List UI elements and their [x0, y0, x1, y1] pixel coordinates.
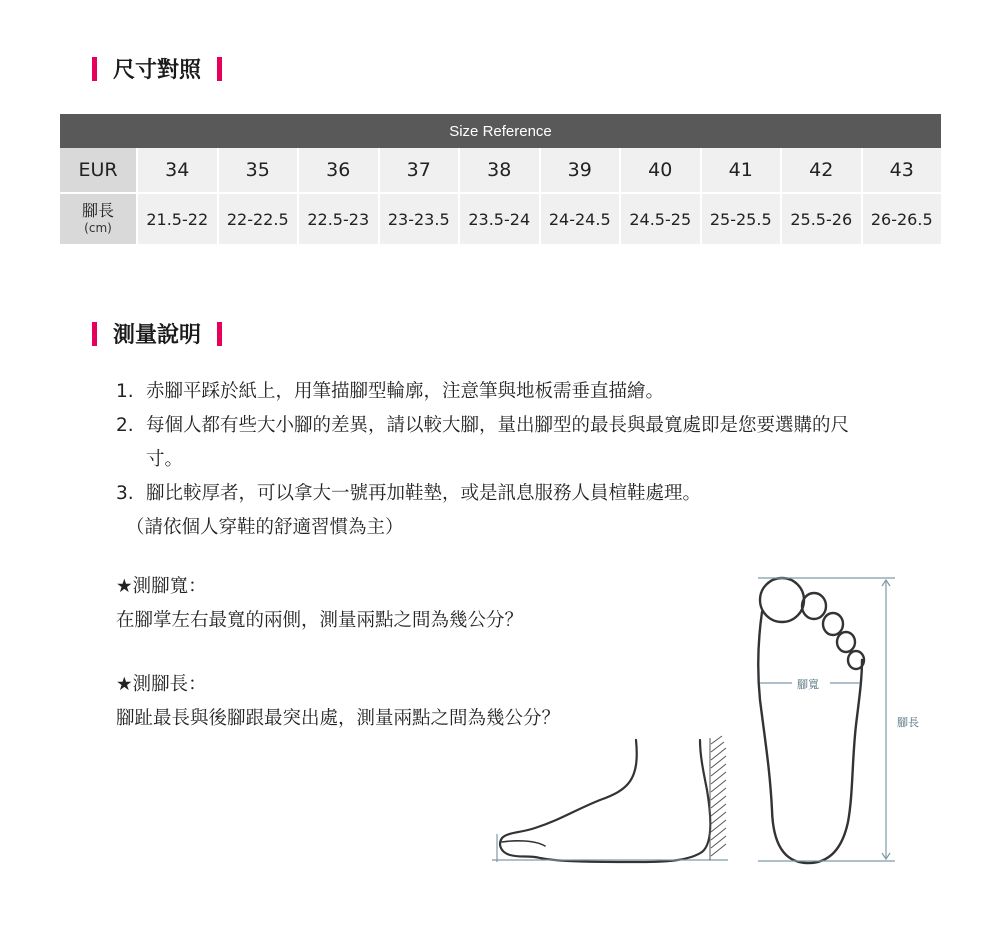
wall-hatching	[710, 736, 726, 860]
list-item-number: 3.	[116, 483, 134, 504]
foot-length-unit: (cm)	[84, 221, 112, 235]
list-item-number: 1.	[116, 381, 134, 402]
eur-size-cell: 41	[700, 148, 781, 194]
tip-length-text: 腳趾最長與後腳跟最突出處，測量兩點之間為幾公分？	[116, 708, 561, 729]
tip-width-text: 在腳掌左右最寬的兩側，測量兩點之間為幾公分？	[116, 610, 524, 631]
foot-length-label-text: 腳長	[81, 201, 114, 220]
side-foot-illustration	[500, 740, 710, 862]
foot-length-figure-label: 腳長	[897, 716, 919, 729]
eur-size-cell: 37	[378, 148, 459, 194]
eur-size-cell: 40	[619, 148, 700, 194]
size-chart-title-text: 尺寸對照	[113, 58, 202, 83]
measure-guides	[758, 578, 895, 861]
list-item-text: 腳比較厚者，可以拿大一號再加鞋墊，或是訊息服務人員楦鞋處理。	[146, 483, 702, 504]
foot-length-cell: 25-25.5	[700, 194, 781, 244]
measure-title-text: 測量說明	[113, 323, 202, 348]
foot-length-cell: 22.5-23	[297, 194, 378, 244]
foot-length-cell: 21.5-22	[136, 194, 217, 244]
eur-size-cell: 35	[217, 148, 298, 194]
eur-size-cell: 43	[861, 148, 942, 194]
foot-length-cell: 24-24.5	[539, 194, 620, 244]
foot-length-cell: 22-22.5	[217, 194, 298, 244]
eur-size-cell: 39	[539, 148, 620, 194]
foot-width-label: 腳寬	[797, 678, 819, 691]
foot-length-cell: 23-23.5	[378, 194, 459, 244]
footprint-illustration	[758, 578, 864, 863]
table-header: Size Reference	[60, 114, 941, 148]
list-item-number: 2.	[116, 415, 134, 436]
list-item-text: 赤腳平踩於紙上，用筆描腳型輪廓，注意筆與地板需垂直描繪。	[146, 381, 665, 402]
eur-size-cell: 36	[297, 148, 378, 194]
instruction-note: （請依個人穿鞋的舒適習慣為主）	[126, 517, 404, 538]
tip-length-title: ★測腳長：	[116, 674, 207, 695]
eur-size-cell: 38	[458, 148, 539, 194]
foot-length-cell: 23.5-24	[458, 194, 539, 244]
eur-size-cell: 34	[136, 148, 217, 194]
tip-width-title: ★測腳寬：	[116, 576, 207, 597]
list-item-text: 每個人都有些大小腳的差異，請以較大腳，量出腳型的最長與最寬處即是您要選購的尺寸。	[146, 415, 850, 470]
side-foot-guides	[492, 834, 728, 862]
eur-size-cell: 42	[780, 148, 861, 194]
foot-length-cell: 26-26.5	[861, 194, 942, 244]
foot-length-cell: 25.5-26	[780, 194, 861, 244]
foot-length-cell: 24.5-25	[619, 194, 700, 244]
eur-label: EUR	[60, 148, 136, 194]
